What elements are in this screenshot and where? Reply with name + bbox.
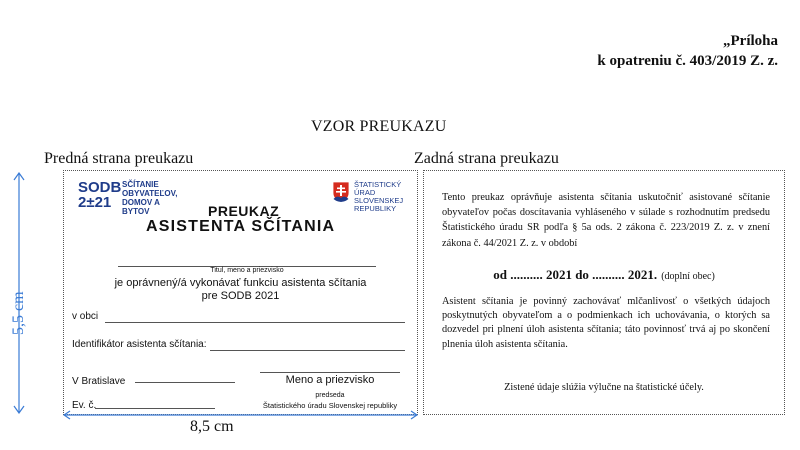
sample-title: VZOR PREUKAZU	[311, 118, 447, 135]
validity-period	[423, 266, 785, 284]
regulation-reference: k opatreniu č. 403/2019 Z. z.	[597, 53, 778, 69]
office-logo-text: REPUBLIKY	[354, 204, 397, 213]
record-number-blank-line	[95, 408, 215, 409]
sodb-logo-text: SČÍTANIE	[122, 180, 159, 189]
name-caption: Titul, meno a priezvisko	[210, 267, 284, 274]
signatory-name: Meno a priezvisko	[285, 374, 375, 386]
office-logo-text: ÚRAD	[354, 188, 376, 197]
validity-dates: od .......... 2021 do .......... 2021.	[493, 267, 658, 282]
height-dimension-label: 5,5 cm	[10, 291, 27, 335]
card-title-line1: PREUKAZ	[208, 203, 280, 219]
date-blank-line	[135, 382, 235, 383]
slovak-coat-of-arms-icon	[332, 181, 350, 203]
municipality-blank-line	[105, 322, 405, 323]
signatory-role: predseda	[315, 392, 345, 399]
sodb-logo-line1: SODB	[78, 179, 122, 196]
municipality-label: v obci	[72, 311, 99, 322]
confidentiality-paragraph: Asistent sčítania je povinný zachovávať mlčanlivosť o všetkých údajoch poskytnutých obyvateľom a o podmienkach ich uchovávania, o ktorých sa dozvedel pri plnení úloh asistenta sčítania; táto povinnosť trvá aj po skončení plnenia úloh asistenta sčítania.	[442, 296, 770, 350]
sodb-logo-text: OBYVATEĽOV,	[122, 189, 178, 198]
sodb-logo-line2: 2±21	[78, 194, 112, 211]
record-number-label: Ev. č.	[72, 400, 97, 411]
office-logo-text: ŠTATISTICKÝ	[354, 180, 402, 189]
width-dimension-label: 8,5 cm	[190, 418, 234, 435]
sodb-logo	[78, 179, 178, 216]
authorization-text: pre SODB 2021	[201, 290, 280, 302]
identifier-blank-line	[210, 350, 405, 351]
validity-note: (doplní obec)	[661, 271, 715, 282]
front-side-label: Predná strana preukazu	[44, 150, 194, 167]
statistical-purpose-note: Zistené údaje slúžia výlučne na štatistické účely.	[504, 382, 704, 393]
annex-heading: „Príloha	[723, 33, 778, 49]
authorization-paragraph: Tento preukaz oprávňuje asistenta sčítania uskutočniť asistované sčítanie obyvateľov počas doscítavania vyhláseného v súlade s rozhodnutím predsedu Štatistického úradu SR podľa § 5a ods. 2 zákona č. 223/2019 Z. z. v znení zákona č. 44/2021 Z. z. v období	[442, 192, 770, 249]
width-dimension-arrow	[63, 410, 418, 420]
signature-line	[260, 372, 400, 373]
card-title-line2: ASISTENTA SČÍTANIA	[146, 218, 336, 235]
authorization-text: je oprávnený/á vykonávať funkciu asistenta sčítania	[114, 277, 367, 289]
signatory-institution: Štatistického úradu Slovenskej republiky	[262, 401, 398, 410]
office-logo-text: SLOVENSKEJ	[354, 196, 404, 205]
sodb-logo-text: DOMOV A BYTOV	[122, 198, 160, 216]
back-side-label: Zadná strana preukazu	[414, 150, 559, 167]
identifier-label: Identifikátor asistenta sčítania:	[72, 339, 207, 350]
place-label: V Bratislave	[72, 376, 126, 387]
